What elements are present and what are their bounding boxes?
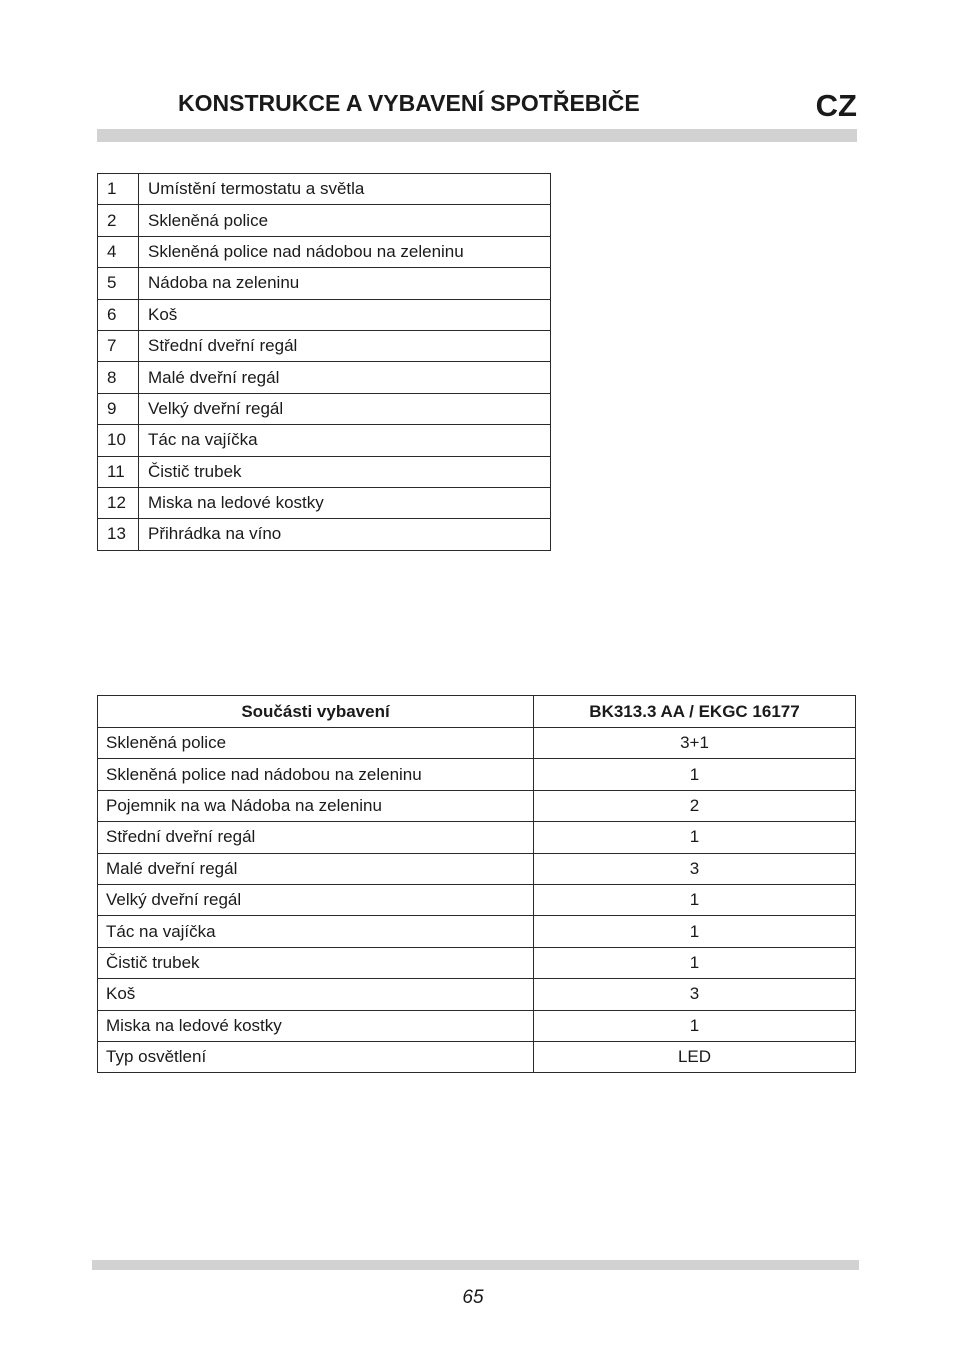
- equipment-quantity: 1: [534, 947, 856, 978]
- part-number: 11: [98, 456, 139, 487]
- equipment-quantity: 1: [534, 1010, 856, 1041]
- table-row: [98, 853, 856, 884]
- equipment-item: Skleněná police nad nádobou na zeleninu: [98, 759, 534, 790]
- table-row: [98, 947, 856, 978]
- table-row: [98, 299, 551, 330]
- equipment-item: Malé dveřní regál: [98, 853, 534, 884]
- equipment-item: Velký dveřní regál: [98, 884, 534, 915]
- part-number: 5: [98, 268, 139, 299]
- equipment-quantity: 1: [534, 884, 856, 915]
- part-name: Malé dveřní regál: [139, 362, 551, 393]
- part-name: Miska na ledové kostky: [139, 487, 551, 518]
- part-name: Skleněná police nad nádobou na zeleninu: [139, 236, 551, 267]
- part-number: 1: [98, 174, 139, 205]
- header-divider: [97, 129, 857, 142]
- part-name: Koš: [139, 299, 551, 330]
- equipment-quantity: 3+1: [534, 728, 856, 759]
- part-number: 2: [98, 205, 139, 236]
- table-row: [98, 362, 551, 393]
- part-name: Střední dveřní regál: [139, 330, 551, 361]
- part-number: 4: [98, 236, 139, 267]
- part-name: Přihrádka na víno: [139, 519, 551, 550]
- column-header-model: BK313.3 AA / EKGC 16177: [534, 696, 856, 728]
- equipment-quantity: LED: [534, 1041, 856, 1072]
- table-row: [98, 487, 551, 518]
- parts-table: [97, 173, 551, 551]
- table-row: [98, 1010, 856, 1041]
- page-title: KONSTRUKCE A VYBAVENÍ SPOTŘEBIČE: [178, 90, 640, 116]
- table-row: [98, 425, 551, 456]
- table-row: [98, 205, 551, 236]
- table-row: [98, 916, 856, 947]
- column-header-components: Součásti vybavení: [98, 696, 534, 728]
- part-number: 6: [98, 299, 139, 330]
- table-row: [98, 1041, 856, 1072]
- equipment-item: Tác na vajíčka: [98, 916, 534, 947]
- equipment-table: [97, 695, 856, 1073]
- language-code: CZ: [815, 88, 857, 123]
- equipment-quantity: 1: [534, 759, 856, 790]
- table-row: [98, 822, 856, 853]
- table-row: [98, 519, 551, 550]
- part-name: Velký dveřní regál: [139, 393, 551, 424]
- table-row: [98, 979, 856, 1010]
- table-row: [98, 174, 551, 205]
- equipment-item: Typ osvětlení: [98, 1041, 534, 1072]
- part-name: Tác na vajíčka: [139, 425, 551, 456]
- table-row: [98, 790, 856, 821]
- equipment-item: Skleněná police: [98, 728, 534, 759]
- table-row: [98, 884, 856, 915]
- part-name: Umístění termostatu a světla: [139, 174, 551, 205]
- equipment-quantity: 1: [534, 822, 856, 853]
- part-number: 10: [98, 425, 139, 456]
- part-number: 7: [98, 330, 139, 361]
- table-row: [98, 759, 856, 790]
- equipment-quantity: 3: [534, 979, 856, 1010]
- part-number: 13: [98, 519, 139, 550]
- part-name: Nádoba na zeleninu: [139, 268, 551, 299]
- equipment-item: Pojemnik na wa Nádoba na zeleninu: [98, 790, 534, 821]
- equipment-quantity: 1: [534, 916, 856, 947]
- table-row: [98, 236, 551, 267]
- table-header-row: [98, 696, 856, 728]
- part-name: Čistič trubek: [139, 456, 551, 487]
- footer-divider: [92, 1260, 859, 1270]
- table-row: [98, 393, 551, 424]
- equipment-item: Koš: [98, 979, 534, 1010]
- equipment-quantity: 3: [534, 853, 856, 884]
- equipment-item: Miska na ledové kostky: [98, 1010, 534, 1041]
- equipment-quantity: 2: [534, 790, 856, 821]
- part-number: 12: [98, 487, 139, 518]
- part-number: 8: [98, 362, 139, 393]
- table-row: [98, 268, 551, 299]
- table-row: [98, 330, 551, 361]
- table-row: [98, 728, 856, 759]
- page-number: 65: [462, 1287, 484, 1308]
- part-name: Skleněná police: [139, 205, 551, 236]
- equipment-item: Střední dveřní regál: [98, 822, 534, 853]
- table-row: [98, 456, 551, 487]
- equipment-item: Čistič trubek: [98, 947, 534, 978]
- part-number: 9: [98, 393, 139, 424]
